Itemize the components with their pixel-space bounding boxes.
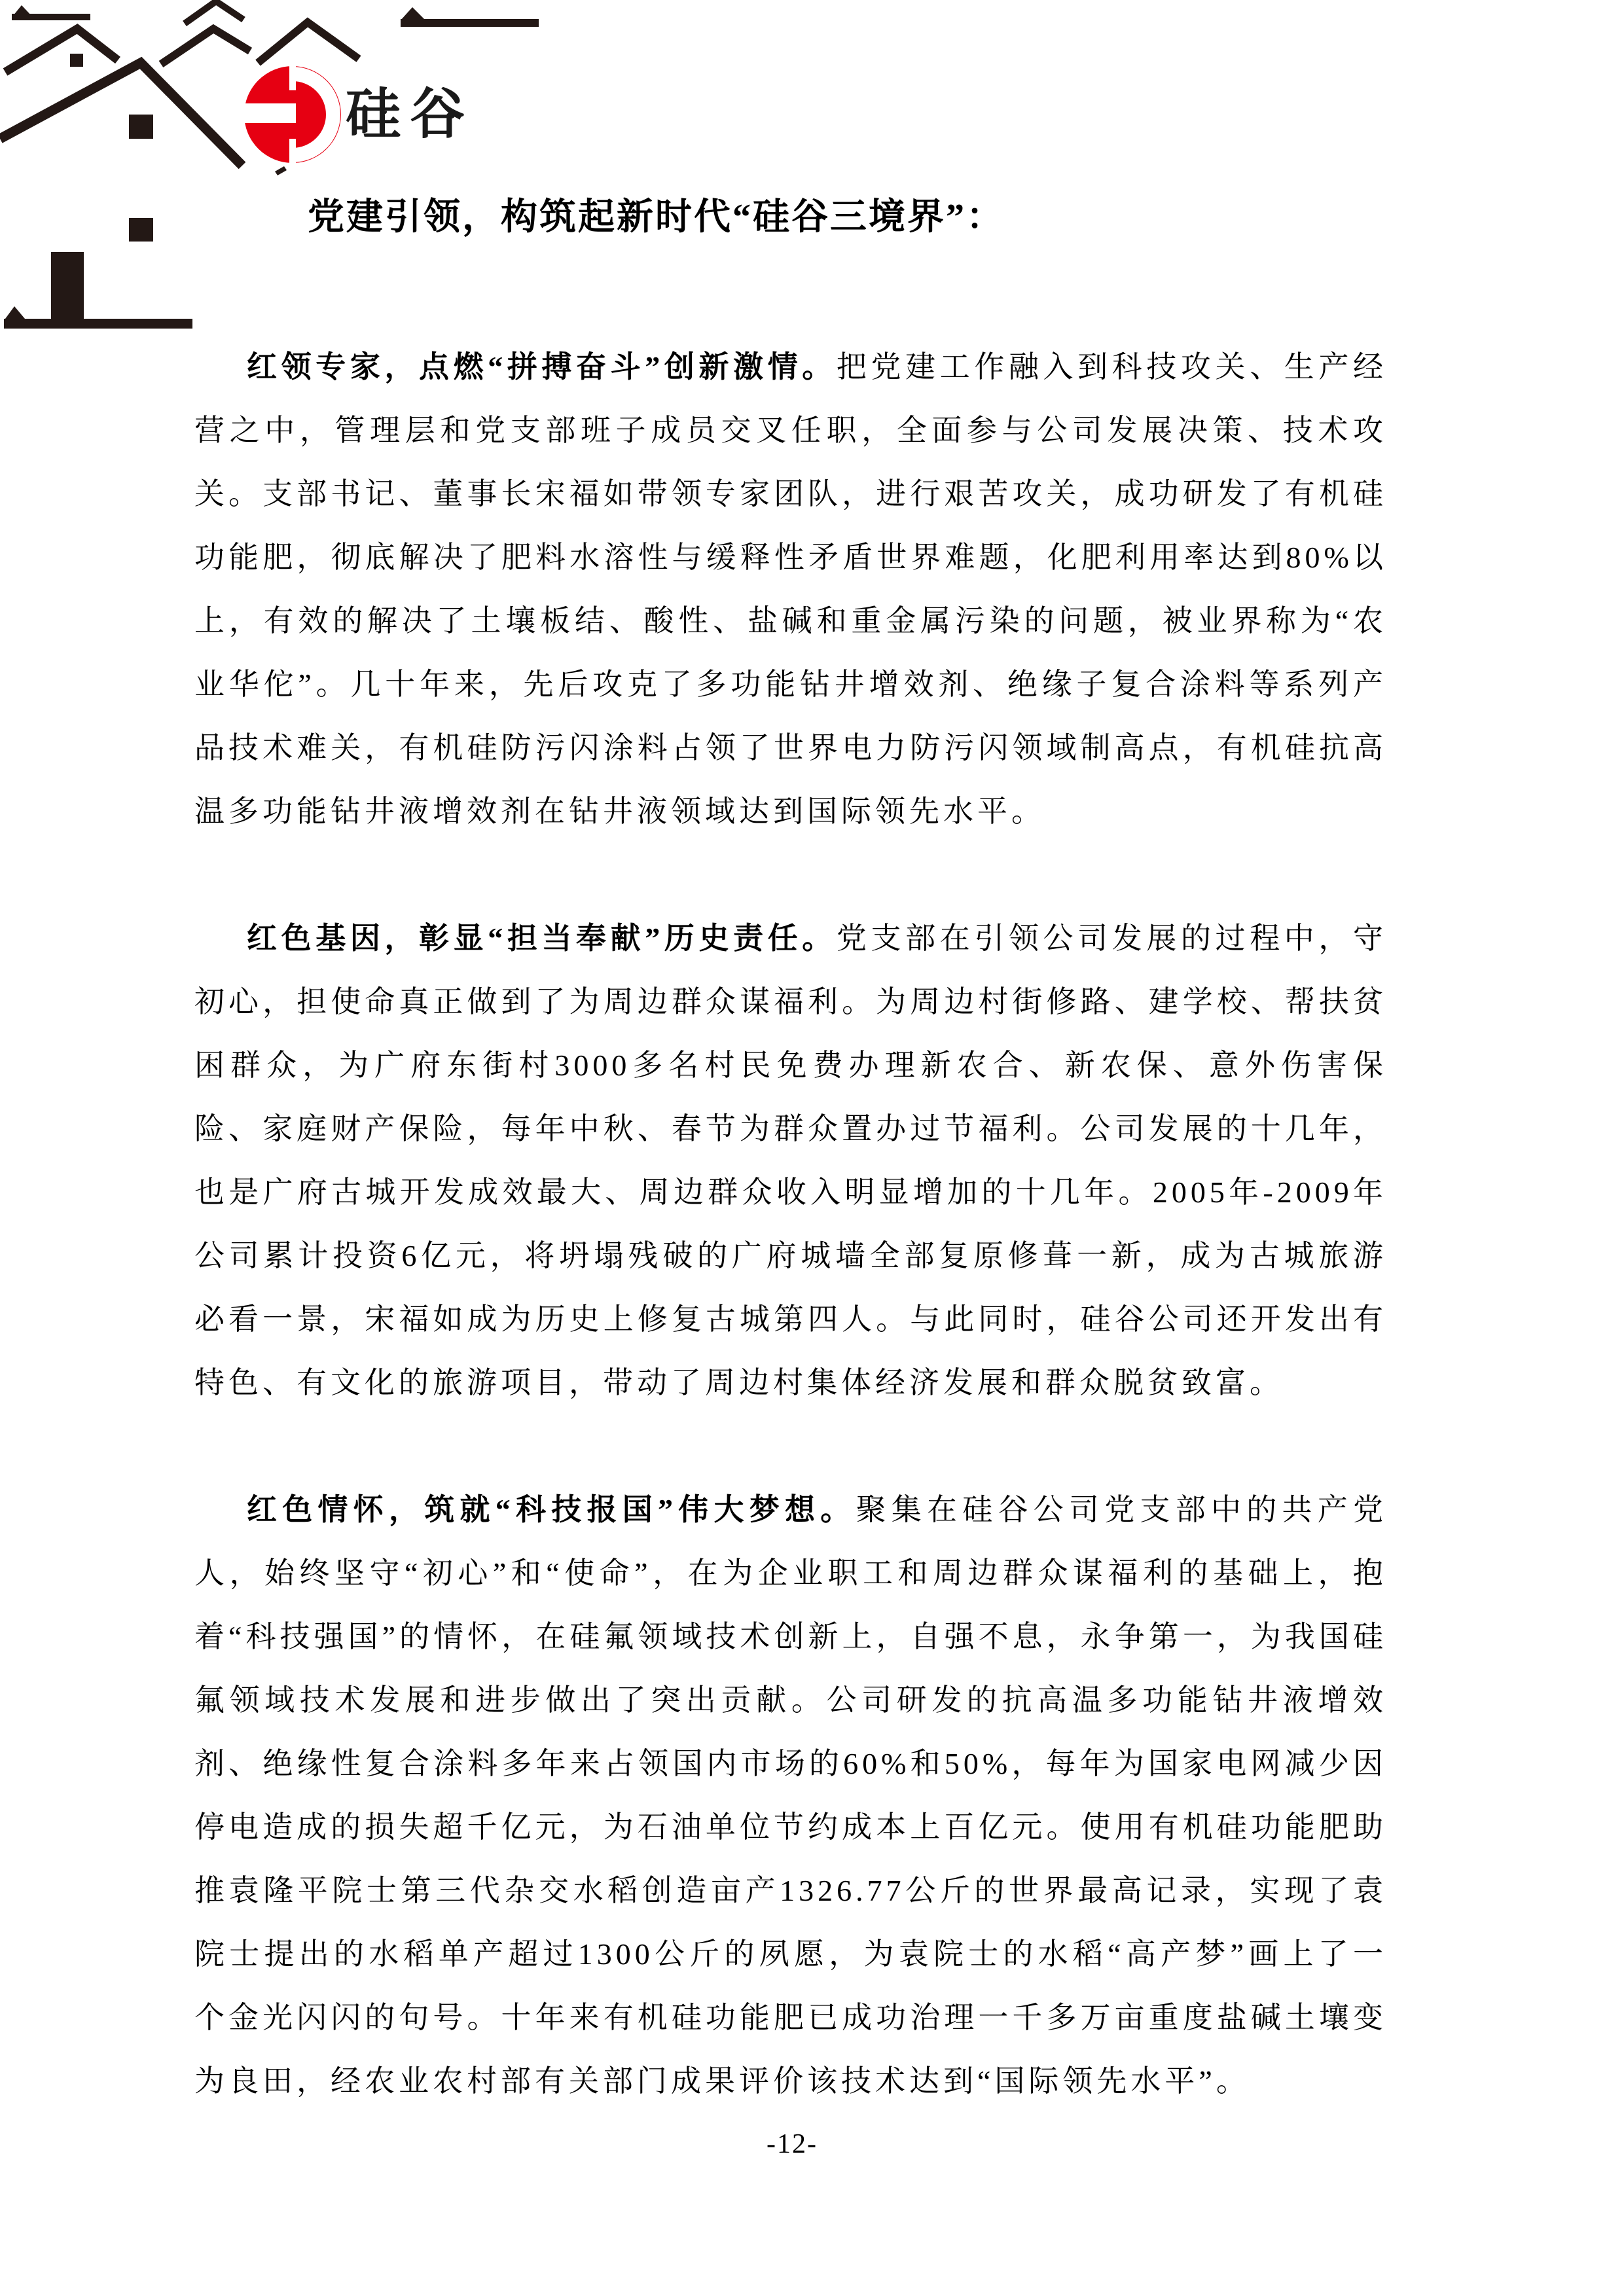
paragraph-lead: 红色情怀，筑就“科技报国”伟大梦想。 [247, 1493, 856, 1526]
body-paragraphs [194, 335, 1387, 2176]
paragraph-body: 聚集在硅谷公司党支部中的共产党人，始终坚守“初心”和“使命”，在为企业职工和周边群众谋福利的基础上，抱着“科技强国”的情怀，在硅氟领域技术创新上，自强不息，永争第一，为我国硅氟领域技术发展和进步做出了突出贡献。公司研发的抗高温多功能钻井液增效剂、绝缘性复合涂料多年来占领国内市场的60%和50%，每年为国家电网减少因停电造成的损失超千亿元，为石油单位节约成本上百亿元。使用有机硅功能肥助推袁隆平院士第三代杂交水稻创造亩产1326.77公斤的世界最高记录，实现了袁院士提出的水稻单产超过1300公斤的夙愿，为袁院士的水稻“高产梦”画上了一个金光闪闪的句号。十年来有机硅功能肥已成功治理一千多万亩重度盐碱土壤变为良田，经农业农村部有关部门成果评价该技术达到“国际领先水平”。 [194, 1493, 1387, 2098]
paragraph-lead: 红色基因，彰显“担当奉献”历史责任。 [247, 922, 837, 955]
roof-flag-right-icon [401, 7, 425, 20]
paragraph [194, 335, 1387, 843]
paragraph-body: 党支部在引领公司发展的过程中，守初心，担使命真正做到了为周边群众谋福利。为周边村街修路、建学校、帮扶贫困群众，为广府东街村3000多名村民免费办理新农合、新农保、意外伤害保险、家庭财产保险，每年中秋、春节为群众置办过节福利。公司发展的十几年，也是广府古城开发成效最大、周边群众收入明显增加的十几年。2005年-2009年公司累计投资6亿元，将坍塌残破的广府城墙全部复原修葺一新，成为古城旅游必看一景，宋福如成为历史上修复古城第四人。与此同时，硅谷公司还开发出有特色、有文化的旅游项目，带动了周边村集体经济发展和群众脱贫致富。 [194, 922, 1388, 1399]
paragraph [194, 1478, 1387, 2113]
logo-wordmark: 硅谷 [346, 83, 475, 145]
paragraph-lead: 红领专家，点燃“拼搏奋斗”创新激情。 [247, 350, 837, 384]
page-title: 党建引领，构筑起新时代“硅谷三境界”： [308, 197, 1005, 238]
company-logo-icon [0, 0, 550, 340]
page-number: -12- [767, 2129, 818, 2159]
logo-s-roundel-icon [244, 65, 341, 164]
paragraph [194, 906, 1387, 1414]
paragraph-body: 把党建工作融入到科技攻关、生产经营之中，管理层和党支部班子成员交叉任职，全面参与公司发展决策、技术攻关。支部书记、董事长宋福如带领专家团队，进行艰苦攻关，成功研发了有机硅功能肥，彻底解决了肥料水溶性与缓释性矛盾世界难题，化肥利用率达到80%以上，有效的解决了土壤板结、酸性、盐碱和重金属污染的问题，被业界称为“农业华佗”。几十年来，先后攻克了多功能钻井增效剂、绝缘子复合涂料等系列产品技术难关，有机硅防污闪涂料占领了世界电力防污闪领域制高点，有机硅抗高温多功能钻井液增效剂在钻井液领域达到国际领先水平。 [194, 350, 1388, 828]
